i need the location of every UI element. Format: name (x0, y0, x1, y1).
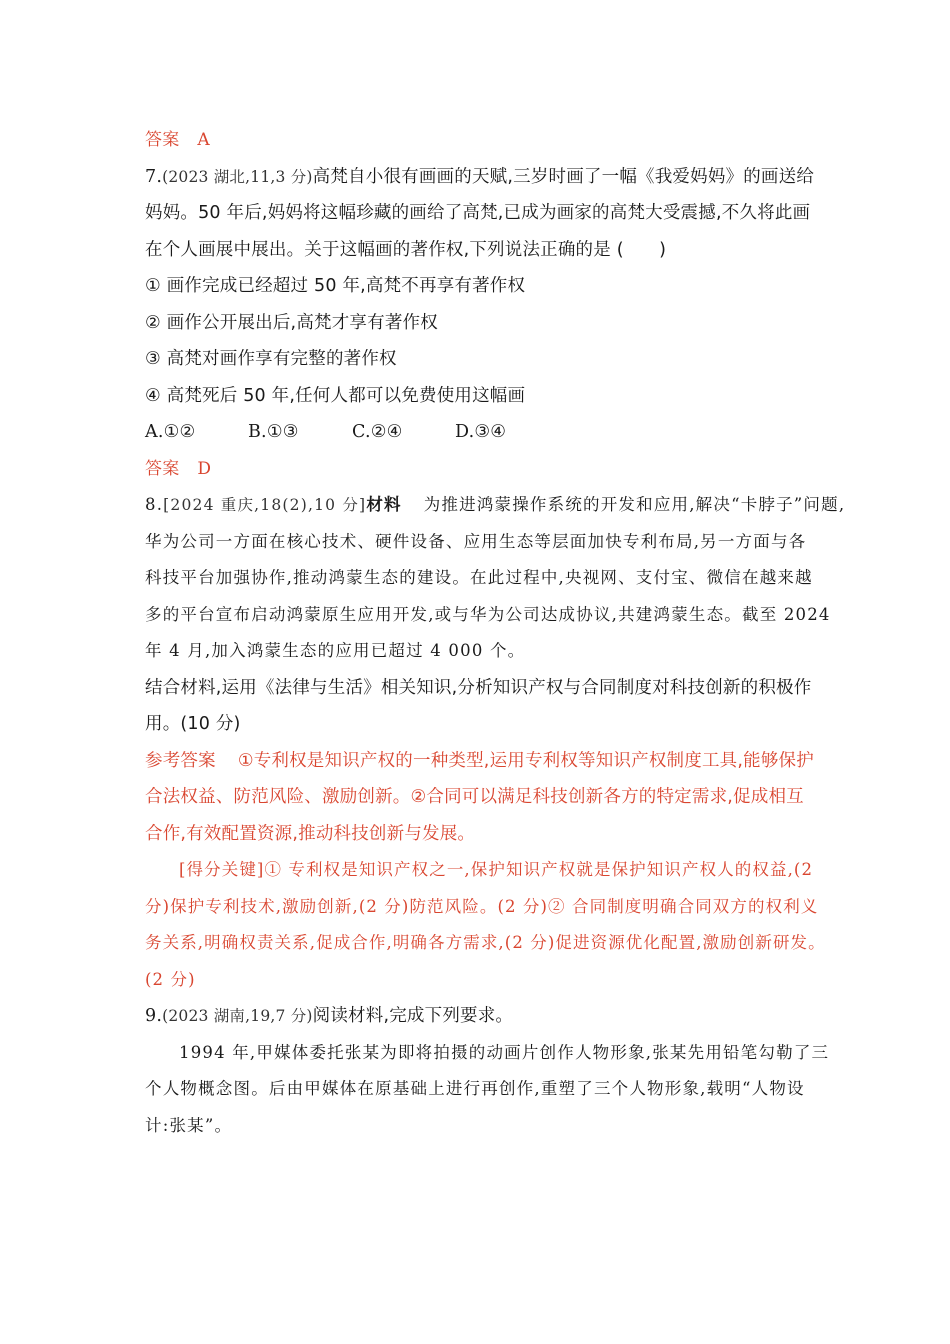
option-c: C.②④ (352, 422, 403, 442)
answer-label: 答案 (145, 458, 180, 479)
material-text: 为推进鸿蒙操作系统的开发和应用,解决“卡脖子”问题, (423, 495, 846, 514)
reference-answer-line-1 (145, 743, 814, 780)
answer-6 (145, 122, 810, 159)
option-d: D.③④ (455, 422, 507, 442)
reference-answer-line: 合法权益、防范风险、激励创新。②合同可以满足科技创新各方的特定需求,促成相互 (145, 787, 804, 807)
reference-answer-label: 参考答案 (145, 750, 216, 771)
statement-4: ④ 高梵死后 50 年,任何人都可以免费使用这幅画 (145, 385, 526, 406)
material-paragraph-line: 1994 年,甲媒体委托张某为即将拍摄的动画片创作人物形象,张某先用铅笔勾勒了三 (179, 1042, 830, 1062)
question-number: 7. (145, 166, 163, 187)
scoring-key-line: (2 分) (145, 969, 196, 989)
document-page (145, 122, 846, 1144)
material-paragraph-line: 个人物概念图。后由甲媒体在原基础上进行再创作,重塑了三个人物形象,载明“人物设 (145, 1079, 805, 1098)
option-b: B.①③ (248, 422, 299, 442)
question-prompt: 阅读材料,完成下列要求。 (312, 1006, 514, 1026)
question-source: [2024 重庆,18(2),10 分] (163, 496, 367, 514)
material-line: 科技平台加强协作,推动鸿蒙生态的建设。在此过程中,央视网、支付宝、微信在越来越 (145, 568, 813, 587)
question-8-prompt-2: 用。(10 分) (145, 714, 241, 734)
answer-value: A (197, 130, 210, 150)
material-label: 材料 (366, 495, 402, 514)
option-a: A.①② (145, 422, 196, 442)
material-paragraph-line: 计:张某”。 (145, 1115, 233, 1135)
question-7-line-2: 妈妈。50 年后,妈妈将这幅珍藏的画给了高梵,已成为画家的高梵大受震撼,不久将此画 (145, 203, 811, 223)
answer-7 (145, 451, 810, 488)
material-line: 多的平台宣布启动鸿蒙原生应用开发,或与华为公司达成协议,共建鸿蒙生态。截至 2024 (145, 604, 831, 624)
answer-label: 答案 (145, 130, 180, 150)
material-line: 华为公司一方面在核心技术、硬件设备、应用生态等层面加快专利布局,另一方面与各 (145, 531, 807, 551)
question-source: (2023 湖北,11,3 分) (162, 167, 313, 186)
question-8-line-1 (145, 487, 846, 524)
scoring-key-line: [得分关键]① 专利权是知识产权之一,保护知识产权就是保护知识产权人的权益,(2 (179, 860, 814, 879)
statement-2: ② 画作公开展出后,高梵才享有著作权 (145, 312, 438, 333)
question-7-line-1 (145, 159, 815, 196)
options-row (145, 414, 810, 451)
question-text: 高梵自小很有画画的天赋,三岁时画了一幅《我爱妈妈》的画送给 (312, 166, 815, 187)
statement-3: ③ 高梵对画作享有完整的著作权 (145, 349, 397, 369)
question-number: 8. (145, 495, 164, 514)
scoring-key-line: 分)保护专利技术,激励创新,(2 分)防范风险。(2 分)② 合同制度明确合同双方的权利义 (145, 896, 819, 916)
question-number: 9. (145, 1006, 163, 1026)
question-9-line-1 (145, 998, 810, 1035)
material-line: 年 4 月,加入鸿蒙生态的应用已超过 4 000 个。 (145, 641, 526, 660)
reference-answer-line: 合作,有效配置资源,推动科技创新与发展。 (145, 823, 476, 844)
question-source: (2023 湖南,19,7 分) (162, 1007, 313, 1025)
question-8-prompt-1: 结合材料,运用《法律与生活》相关知识,分析知识产权与合同制度对科技创新的积极作 (145, 677, 812, 698)
scoring-key-line: 务关系,明确权责关系,促成合作,明确各方需求,(2 分)促进资源优化配置,激励创新研发。 (145, 933, 826, 952)
statement-1: ① 画作完成已经超过 50 年,高梵不再享有著作权 (145, 276, 526, 296)
question-7-line-3: 在个人画展中展出。关于这幅画的著作权,下列说法正确的是 ( ) (145, 239, 667, 260)
reference-answer-text: ①专利权是知识产权的一种类型,运用专利权等知识产权制度工具,能够保护 (237, 750, 814, 771)
answer-value: D (197, 458, 212, 479)
